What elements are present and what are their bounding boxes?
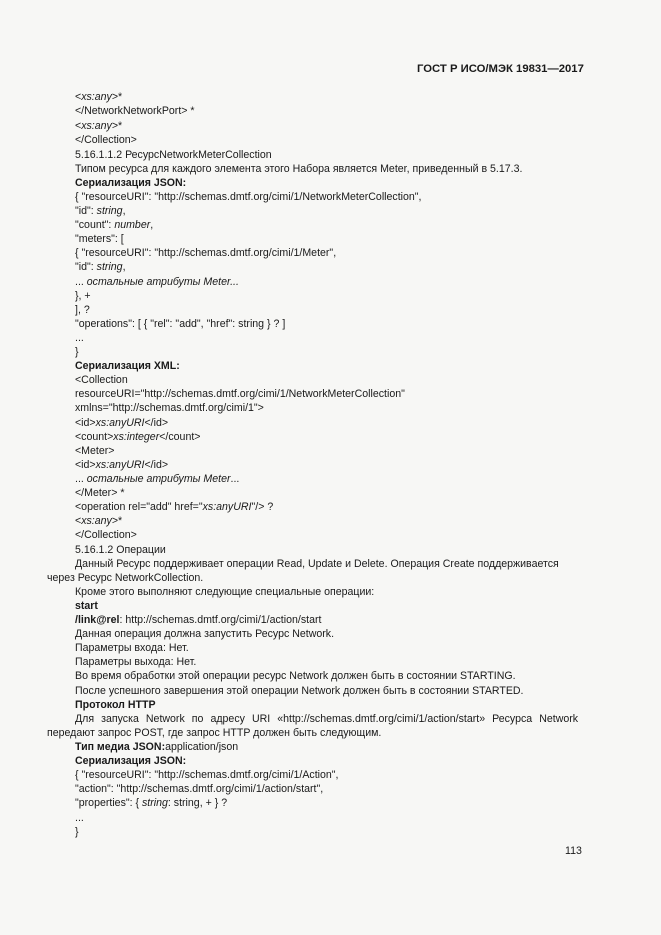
subheading: Протокол HTTP [75, 699, 156, 711]
operation-name: start [75, 600, 98, 612]
subheading: Сериализация XML: [75, 360, 180, 372]
text-line: /link@rel: http://schemas.dmtf.org/cimi/1/action/start [75, 614, 322, 626]
paragraph-line: передают запрос POST, где запрос HTTP должен быть следующим. [47, 727, 382, 739]
text-line: Типом ресурса для каждого элемента этого Набора является Meter, приведенный в 5.17.3. [75, 163, 523, 175]
page-header: ГОСТ Р ИСО/МЭК 19831—2017 [417, 63, 584, 75]
text-line: Во время обработки этой операции ресурс Network должен быть в состоянии STARTING. [75, 670, 516, 682]
text-line: Данная операция должна запустить Ресурс Network. [75, 628, 335, 640]
code-line: "count": number, [75, 219, 154, 231]
code-line: </Collection> [75, 529, 137, 541]
paragraph-line: через Ресурс NetworkCollection. [47, 572, 204, 584]
code-line: "operations": [ { "rel": "add", "href": string } ? ] [75, 318, 286, 330]
code-line: { "resourceURI": "http://schemas.dmtf.org/cimi/1/NetworkMeterCollection", [75, 191, 422, 203]
code-line: ... [75, 812, 84, 824]
code-line: <operation rel="add" href="xs:anyURI"/> ? [75, 501, 274, 513]
text-line: Параметры выхода: Нет. [75, 656, 197, 668]
text-line: <xs:any>* [75, 91, 123, 103]
code-line: ... остальные атрибуты Meter... [75, 473, 240, 485]
code-line: resourceURI="http://schemas.dmtf.org/cimi/1/NetworkMeterCollection" [75, 388, 405, 400]
code-line: "properties": { string: string, + } ? [75, 797, 228, 809]
code-line: } [75, 346, 79, 358]
text-line: <xs:any>* [75, 120, 123, 132]
text-line: После успешного завершения этой операции Network должен быть в состоянии STARTED. [75, 685, 524, 697]
code-line: <id>xs:anyURI</id> [75, 459, 169, 471]
text-line: </NetworkNetworkPort> * [75, 105, 195, 117]
subheading: Сериализация JSON: [75, 177, 187, 189]
code-line: "id": string, [75, 261, 126, 273]
code-line: "action": "http://schemas.dmtf.org/cimi/1/action/start", [75, 783, 324, 795]
code-line: { "resourceURI": "http://schemas.dmtf.org/cimi/1/Meter", [75, 247, 337, 259]
code-line: <Collection [75, 374, 128, 386]
code-line: } [75, 826, 79, 838]
paragraph-line: Для запуска Network по адресу URI «http://schemas.dmtf.org/cimi/1/action/start» Ресурса Network [75, 713, 579, 725]
code-line: <Meter> [75, 445, 115, 457]
code-line: <xs:any>* [75, 515, 123, 527]
code-line: }, + [75, 290, 91, 302]
section-heading: 5.16.1.2 Операции [75, 544, 166, 556]
code-line: "meters": [ [75, 233, 124, 245]
section-heading: 5.16.1.1.2 РесурсNetworkMeterCollection [75, 149, 272, 161]
text-line: Параметры входа: Нет. [75, 642, 189, 654]
code-line: ], ? [75, 304, 90, 316]
page-number: 113 [565, 845, 582, 857]
code-line: <id>xs:anyURI</id> [75, 417, 169, 429]
code-line: </Meter> * [75, 487, 125, 499]
code-line: ... остальные атрибуты Meter... [75, 276, 239, 288]
text-line: </Collection> [75, 134, 137, 146]
code-line: { "resourceURI": "http://schemas.dmtf.org/cimi/1/Action", [75, 769, 339, 781]
code-line: ... [75, 332, 84, 344]
text-line: Тип медиа JSON:application/json [75, 741, 239, 753]
code-line: xmlns="http://schemas.dmtf.org/cimi/1"> [75, 402, 264, 414]
code-line: "id": string, [75, 205, 126, 217]
paragraph-line: Данный Ресурс поддерживает операции Read, Update и Delete. Операция Create поддерживается [75, 558, 559, 570]
subheading: Сериализация JSON: [75, 755, 187, 767]
code-line: <count>xs:integer</count> [75, 431, 201, 443]
paragraph-line: Кроме этого выполняют следующие специальные операции: [75, 586, 375, 598]
